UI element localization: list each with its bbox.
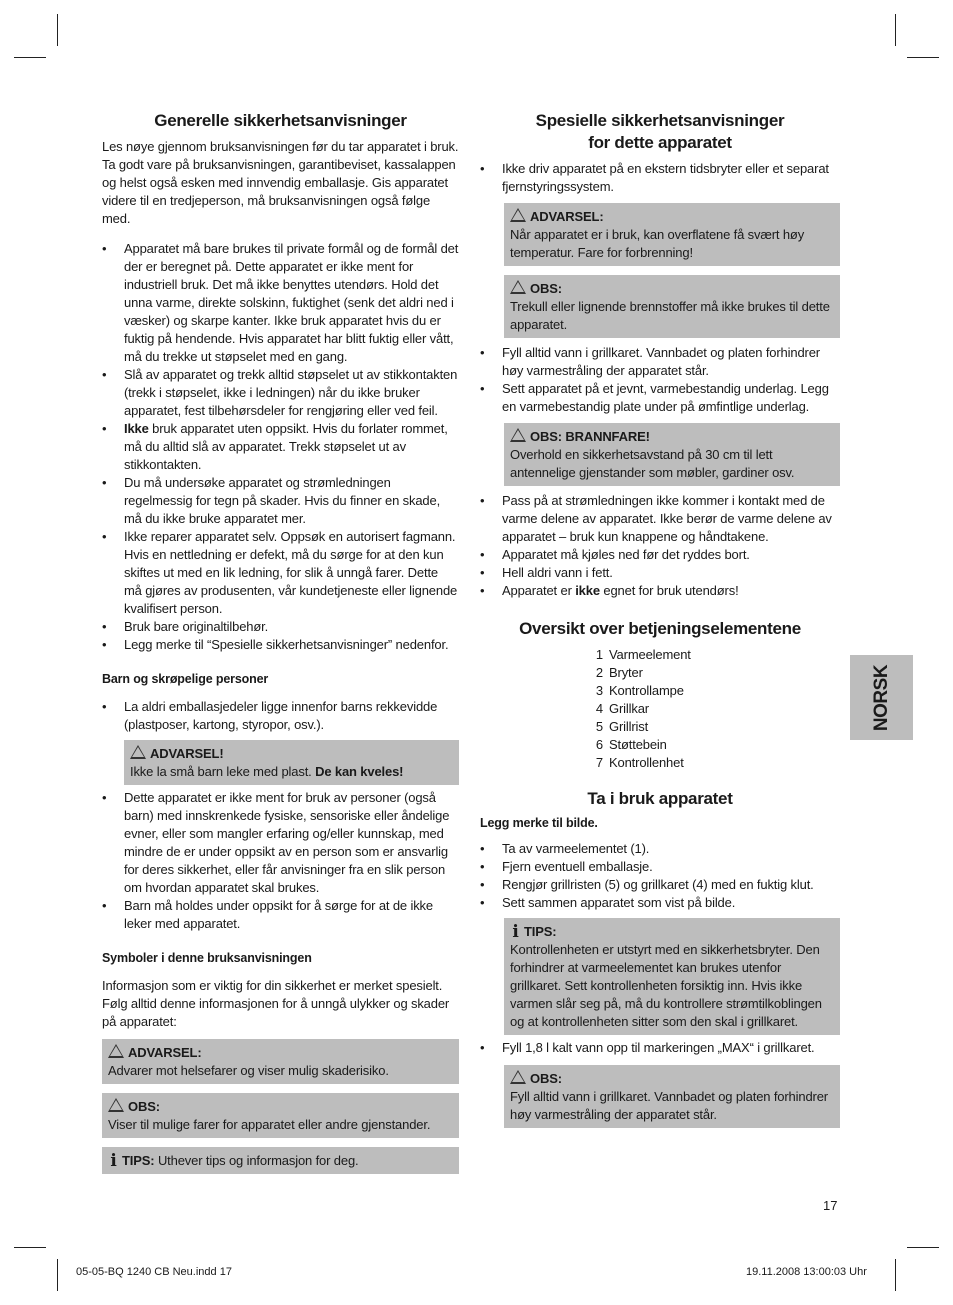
box-title: OBS: — [530, 281, 562, 296]
caution-triangle-icon — [510, 1070, 526, 1084]
box-text: Trekull eller lignende brennstoffer må ikke brukes til dette apparatet. — [510, 299, 830, 332]
overview-item: 1 Varmeelement — [595, 647, 691, 662]
list-item: • Apparatet er ikke egnet for bruk utendørs! — [480, 582, 840, 600]
warning-box — [124, 740, 459, 785]
list-item: • Fjern eventuell emballasje. — [480, 858, 840, 876]
warning-title: ADVARSEL! — [150, 746, 224, 761]
footer-timestamp: 19.11.2008 13:00:03 Uhr — [746, 1266, 867, 1278]
special-list-3 — [480, 492, 840, 600]
symbol-obs-title: OBS: — [128, 1099, 160, 1114]
list-item: • Pass på at strømledningen ikke kommer i kontakt med de varme delene av apparatet. Ikke berør de varme delene av apparatet – bruk kun knappene og håndtakene. — [480, 492, 840, 546]
warning-triangle-icon — [108, 1044, 124, 1058]
list-item: • Ikke driv apparatet på en ekstern tidsbryter eller et separat fjernstyringssystem. — [480, 160, 840, 196]
list-item: • Ikke reparer apparatet selv. Oppsøk en autorisert fagmann. Hvis en nettledning er defekt, må du sørge for at den kun skiftes ut med en lik ledning, for slik å unngå farer. Dette må gjøres av produsenten, vår kundetjeneste eller lignende kvalifisert person. — [102, 528, 459, 618]
list-item: • Legg merke til “Spesielle sikkerhetsanvisninger” nedenfor. — [102, 636, 459, 654]
list-item: • Bruk bare originaltilbehør. — [102, 618, 459, 636]
caution-triangle-icon — [108, 1098, 124, 1112]
box-text: Kontrollenheten er utstyrt med en sikkerhetsbryter. Den forhindrer at varmeelementet kan brukes utenfor grillkaret. Sett kontrollenheten forsiktig inn. Hvis ikke varmen slår seg på, må du kontrollere strømtilkoblingen og at kontrollenheten sitter som den skal i grillkaret. — [510, 942, 822, 1029]
symbol-obs-text: Viser til mulige farer for apparatet eller andre gjenstander. — [108, 1117, 431, 1132]
special-list-1 — [480, 160, 840, 196]
children-heading: Barn og skrøpelige personer — [102, 672, 269, 686]
symbol-tips-box — [102, 1147, 459, 1174]
box-title: OBS: — [530, 1071, 562, 1086]
list-item: • Dette apparatet er ikke ment for bruk av personer (også barn) med innskrenkede fysiske, sensoriske eller åndelige evner, eller som mangler erfaring og/eller kunnskap, med mindre de er under oppsikt av en person som er ansvarlig for deres sikkerhet, eller får anvisninger fra en slik person om hvordan apparatet skal brukes. — [102, 789, 459, 897]
list-item: • Du må undersøke apparatet og strømledningen regelmessig for tegn på skader. Hvis du finner en skade, må du ikke bruke apparatet mer. — [102, 474, 459, 528]
list-item: • Fyll alltid vann i grillkaret. Vannbadet og platen forhindrer høy varmestråling der apparatet står. — [480, 344, 840, 380]
crop-mark — [895, 14, 896, 46]
symbols-intro: Informasjon som er viktig for din sikkerhet er merket spesielt. Følg alltid denne informasjonen for å unngå ulykker og skader på apparatet: — [102, 978, 450, 1029]
hot-surface-warning-box — [504, 203, 840, 266]
box-text: Fyll alltid vann i grillkaret. Vannbadet og platen forhindrer høy varmestråling der apparatet står. — [510, 1089, 828, 1122]
list-item: • Ta av varmeelementet (1). — [480, 840, 840, 858]
fill-obs-box — [504, 1065, 840, 1128]
info-icon: i — [512, 922, 519, 942]
symbol-warning-box — [102, 1039, 459, 1084]
box-title: TIPS: — [524, 924, 557, 939]
symbols-heading: Symboler i denne bruksanvisningen — [102, 951, 312, 965]
symbol-warning-title: ADVARSEL: — [128, 1045, 202, 1060]
left-column — [102, 110, 459, 1174]
crop-mark — [14, 1247, 46, 1248]
crop-mark — [907, 1247, 939, 1248]
special-safety-heading: Spesielle sikkerhetsanvisninger for dette apparatet — [535, 111, 785, 152]
children-list-2 — [102, 789, 459, 933]
footer-file-info: 05-05-BQ 1240 CB Neu.indd 17 — [76, 1266, 232, 1278]
box-text: Overhold en sikkerhetsavstand på 30 cm til lett antennelige gjenstander som møbler, gardiner osv. — [510, 447, 795, 480]
symbol-tips-text: Uthever tips og informasjon for deg. — [154, 1153, 359, 1168]
list-item: • Slå av apparatet og trekk alltid støpselet ut av stikkontakten (trekk i støpselet, ikke i ledningen) når du ikke bruker apparatet, fest tilbehørsdeler for rengjøring eller ved feil. — [102, 366, 459, 420]
general-intro: Les nøye gjennom bruksanvisningen før du tar apparatet i bruk. Ta godt vare på bruksanvisningen, garantibeviset, kassalappen og helst også esken med innvendig emballasje. Gis apparatet videre til en tredjeperson, må bruksanvisningen også følge med. — [102, 139, 459, 226]
info-icon: i — [110, 1151, 117, 1171]
list-item: • Sett sammen apparatet som vist på bilde. — [480, 894, 840, 912]
fire-hazard-box — [504, 423, 840, 486]
overview-item: 6 Støttebein — [595, 737, 667, 752]
list-item: • Rengjør grillristen (5) og grillkaret (4) med en fuktig klut. — [480, 876, 840, 894]
list-item: • Sett apparatet på et jevnt, varmebestandig underlag. Legg en varmebestandig plate under på ømfintlige underlag. — [480, 380, 840, 416]
symbol-obs-box — [102, 1093, 459, 1138]
language-tab-label: NORSK — [870, 664, 892, 731]
symbol-warning-text: Advarer mot helsefarer og viser mulig skaderisiko. — [108, 1063, 389, 1078]
general-safety-heading: Generelle sikkerhetsanvisninger — [154, 111, 407, 130]
use-list — [480, 840, 840, 912]
box-text: Når apparatet er i bruk, kan overflatene få svært høy temperatur. Fare for forbrenning! — [510, 227, 805, 260]
list-item: • Fyll 1,8 l kalt vann opp til markeringen „MAX“ i grillkaret. — [480, 1039, 840, 1057]
general-bullet-list — [102, 240, 459, 654]
use-heading: Ta i bruk apparatet — [587, 789, 733, 808]
warning-text: Ikke la små barn leke med plast. De kan kveles! — [130, 764, 404, 779]
list-item: • Hell aldri vann i fett. — [480, 564, 840, 582]
list-item: • Ikke bruk apparatet uten oppsikt. Hvis du forlater rommet, må du alltid slå av apparatet. Trekk støpselet ut av stikkontakten. — [102, 420, 459, 474]
overview-item: 3 Kontrollampe — [595, 683, 684, 698]
crop-mark — [14, 57, 46, 58]
overview-item: 2 Bryter — [595, 665, 643, 680]
fill-list — [480, 1039, 840, 1057]
crop-mark — [57, 14, 58, 46]
crop-mark — [57, 1259, 58, 1291]
charcoal-obs-box — [504, 275, 840, 338]
special-list-2 — [480, 344, 840, 416]
crop-mark — [907, 57, 939, 58]
children-list — [102, 698, 459, 734]
right-column — [480, 110, 840, 1128]
overview-item: 5 Grillrist — [595, 719, 649, 734]
list-item: • Apparatet må kjøles ned før det ryddes bort. — [480, 546, 840, 564]
caution-triangle-icon — [510, 428, 526, 442]
overview-item: 4 Grillkar — [595, 701, 649, 716]
warning-triangle-icon — [130, 745, 146, 759]
use-subheading: Legg merke til bilde. — [480, 816, 598, 830]
list-item: • Barn må holdes under oppsikt for å sørge for at de ikke leker med apparatet. — [102, 897, 459, 933]
list-item: • La aldri emballasjedeler ligge innenfor barns rekkevidde (plastposer, kartong, styropor, osv.). — [102, 698, 459, 734]
overview-list — [590, 646, 840, 772]
language-tab — [850, 655, 913, 740]
box-title: ADVARSEL: — [530, 209, 604, 224]
overview-heading: Oversikt over betjeningselementene — [519, 619, 801, 638]
warning-triangle-icon — [510, 208, 526, 222]
box-title: OBS: BRANNFARE! — [530, 429, 650, 444]
symbol-tips-title: TIPS: — [122, 1153, 155, 1168]
caution-triangle-icon — [510, 280, 526, 294]
overview-item: 7 Kontrollenhet — [595, 755, 684, 770]
tips-box — [504, 918, 840, 1035]
crop-mark — [895, 1259, 896, 1291]
list-item: • Apparatet må bare brukes til private formål og de formål det der er beregnet på. Dette apparatet er ikke ment for industriell bruk. Det må ikke benyttes utendørs. Hold det unna varme, direkte solskinn, fuktighet (senk det aldri ned i væsker) og skarpe kanter. Ikke bruk apparatet hvis du er fuktig på hendende. Hvis apparatet har blitt fuktig eller vått, må du trekke ut støpselet med en gang. — [102, 240, 459, 366]
page-number: 17 — [823, 1198, 838, 1213]
